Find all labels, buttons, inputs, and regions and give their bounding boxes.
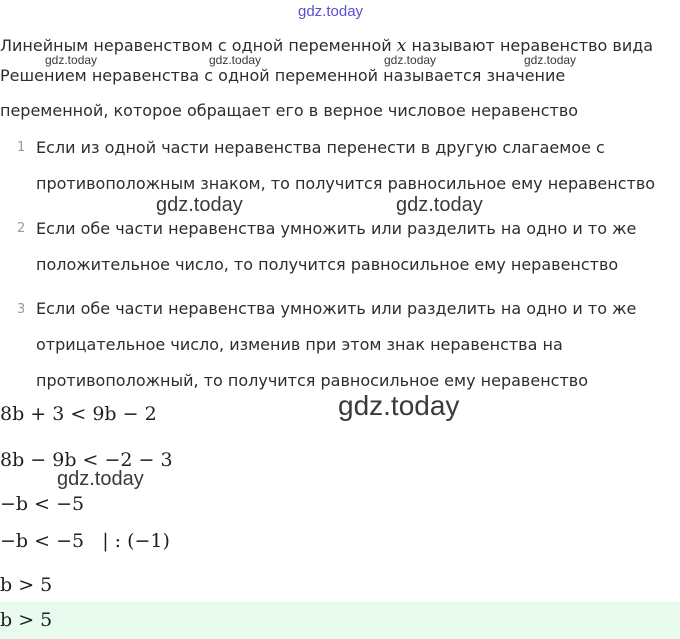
- solution-step: −b < −5: [0, 493, 85, 515]
- variable-x: x: [396, 36, 407, 56]
- rule-text: Если обе части неравенства умножить или разделить на одно и то же: [36, 299, 637, 318]
- rule-text: Если из одной части неравенства перенести в другую слагаемое с: [36, 138, 605, 157]
- watermark: gdz.today: [524, 53, 577, 67]
- watermark: gdz.today: [338, 390, 460, 421]
- answer: b > 5: [0, 609, 53, 631]
- rule-number: 1: [17, 140, 26, 155]
- watermark: gdz.today: [156, 194, 243, 216]
- watermark-top: gdz.today: [298, 3, 364, 20]
- definition-text: называют неравенство вида: [406, 36, 654, 55]
- rule-text: отрицательное число, изменив при этом знак неравенства на: [36, 335, 563, 354]
- solution-step: 8b + 3 < 9b − 2: [0, 403, 157, 425]
- rule-text: Если обе части неравенства умножить или разделить на одно и то же: [36, 219, 637, 238]
- definition-text: Линейным неравенством с одной переменной: [0, 36, 397, 55]
- rule-number: 2: [17, 221, 26, 236]
- watermark: gdz.today: [396, 194, 483, 216]
- solution-step: −b < −5 | : (−1): [0, 530, 170, 552]
- solution-step: 8b − 9b < −2 − 3: [0, 449, 173, 471]
- rule-text: положительное число, то получится равносильное ему неравенство: [36, 255, 619, 274]
- answer-highlight: [0, 602, 680, 639]
- solution-step: b > 5: [0, 574, 53, 596]
- solution-definition-line: Решением неравенства с одной переменной называется значение: [0, 66, 566, 85]
- watermark: gdz.today: [45, 53, 98, 67]
- definition-line: [0, 36, 653, 56]
- watermark: gdz.today: [209, 53, 262, 67]
- rule-number: 3: [17, 302, 26, 317]
- rule-text: противоположный, то получится равносильное ему неравенство: [36, 371, 588, 390]
- watermark: gdz.today: [57, 468, 144, 490]
- solution-definition-line: переменной, которое обращает его в верное числовое неравенство: [0, 101, 579, 120]
- rule-text: противоположным знаком, то получится равносильное ему неравенство: [36, 174, 656, 193]
- watermark: gdz.today: [384, 53, 437, 67]
